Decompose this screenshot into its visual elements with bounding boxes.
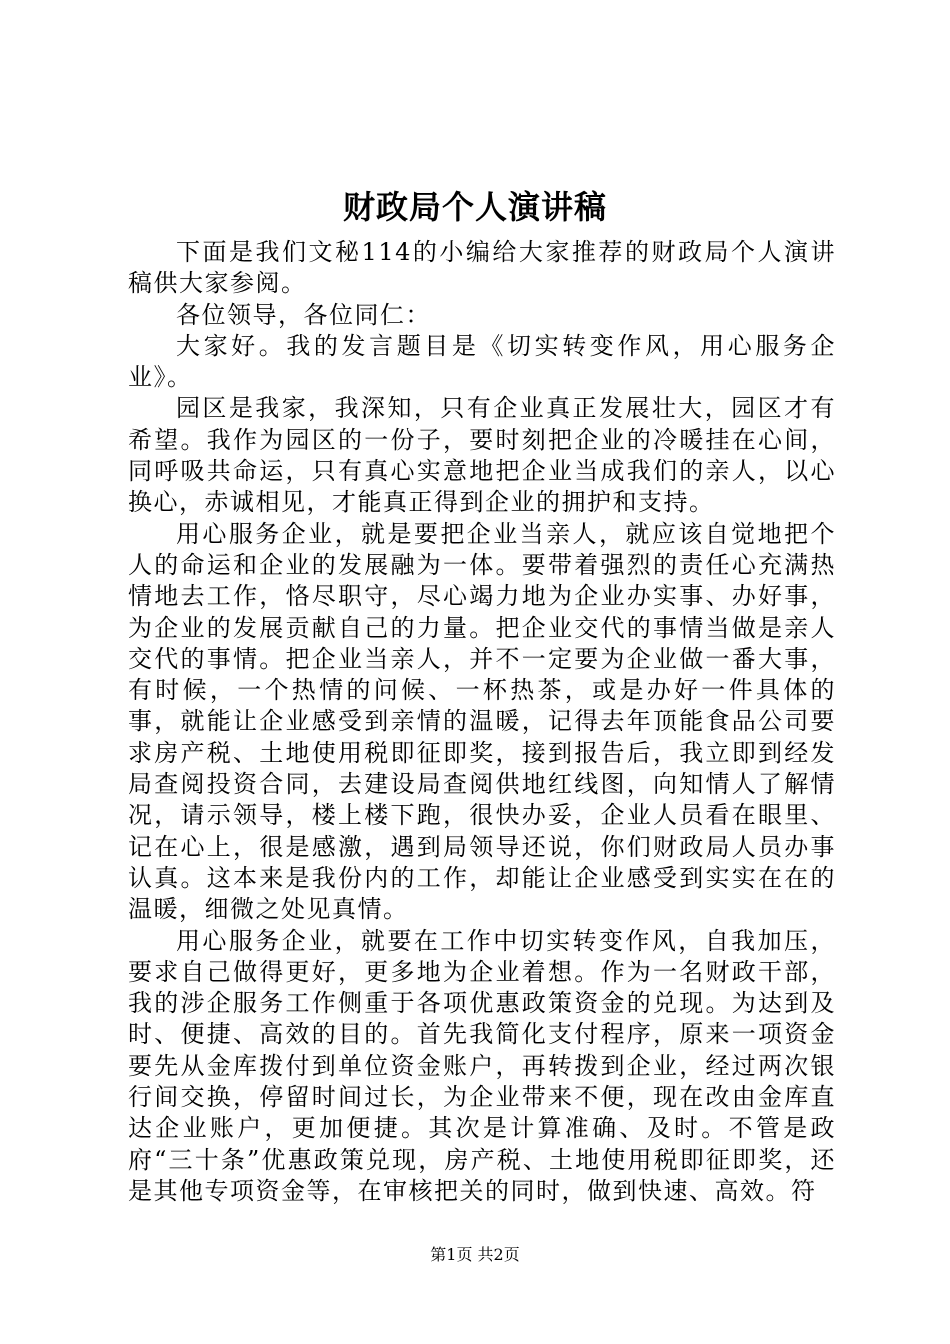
- paragraph-serve-style: 用心服务企业，就要在工作中切实转变作风，自我加压，要求自己做得更好，更多地为企业着想。作为一名财政干部，我的涉企服务工作侧重于各项优惠政策资金的兑现。为达到及时、便捷、高效的目的。首先我简化支付程序，原来一项资金要先从金库拨付到单位资金账户，再转拨到企业，经过两次银行间交换，停留时间过长，为企业带来不便，现在改由金库直达企业账户，更加便捷。其次是计算准确、及时。不管是政府“三十条”优惠政策兑现，房产税、土地使用税即征即奖，还是其他专项资金等，在审核把关的同时，做到快速、高效。符: [128, 926, 836, 1205]
- paragraph-serve-family: 用心服务企业，就是要把企业当亲人，就应该自觉地把个人的命运和企业的发展融为一体。要带着强烈的责任心充满热情地去工作，恪尽职守，尽心竭力地为企业办实事、办好事，为企业的发展贡献自己的力量。把企业交代的事情当做是亲人交代的事情。把企业当亲人，并不一定要为企业做一番大事，有时候，一个热情的问候、一杯热茶，或是办好一件具体的事，就能让企业感受到亲情的温暖，记得去年顶能食品公司要求房产税、土地使用税即征即奖，接到报告后，我立即到经发局查阅投资合同，去建设局查阅供地红线图，向知情人了解情况，请示领导，楼上楼下跑，很快办妥，企业人员看在眼里、记在心上，很是感激，遇到局领导还说，你们财政局人员办事认真。这本来是我份内的工作，却能让企业感受到实实在在的温暖，细微之处见真情。: [128, 519, 836, 924]
- page-footer: 第1页 共2页: [430, 1245, 520, 1264]
- document-title: 财政局个人演讲稿: [342, 188, 607, 226]
- paragraph-greeting: 大家好。我的发言题目是《切实转变作风，用心服务企业》。: [128, 331, 836, 392]
- paragraph-intro: 下面是我们文秘114的小编给大家推荐的财政局个人演讲稿供大家参阅。: [128, 238, 836, 298]
- document-body: [128, 237, 836, 1207]
- paragraph-salutation: 各位领导，各位同仁：: [176, 300, 431, 329]
- paragraph-park: 园区是我家，我深知，只有企业真正发展壮大，园区才有希望。我作为园区的一份子，要时刻把企业的冷暖挂在心间，同呼吸共命运，只有真心实意地把企业当成我们的亲人，以心换心，赤诚相见，才能真正得到企业的拥护和支持。: [128, 394, 836, 517]
